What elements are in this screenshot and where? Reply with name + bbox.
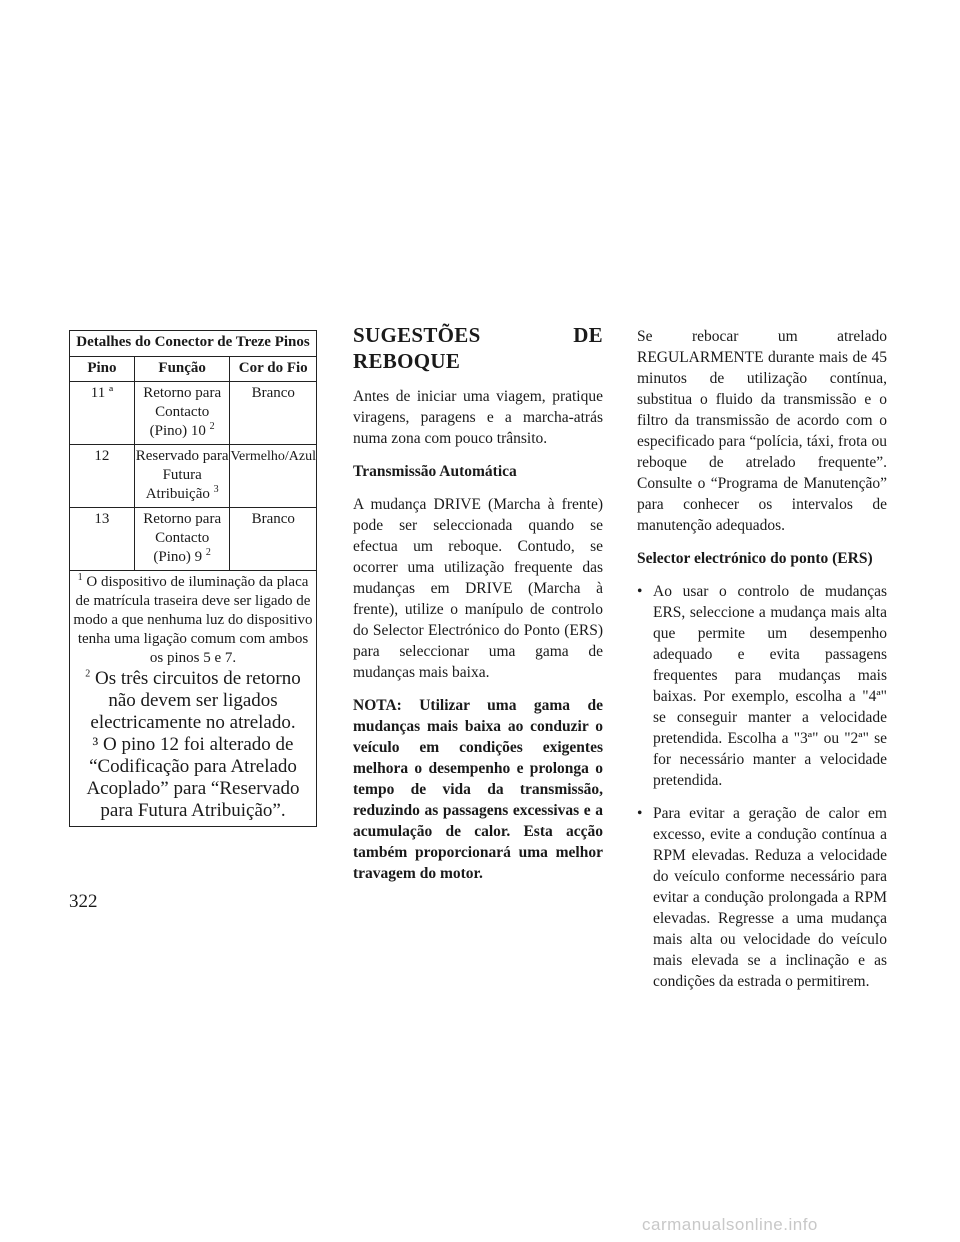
footnote-2: $^2$ Os três circuitos de retorno não devem ser ligados electricamente no atrelado. (85, 668, 301, 733)
bullet-icon: • (637, 583, 643, 600)
middle-column (353, 322, 603, 896)
footnote-1: $^1$ O dispositivo de iluminação da placa de matrícula traseira deve ser ligado de modo a que nenhuma luz do dispositivo tenha uma ligação comum com ambos os pinos 5 e 7. (73, 572, 313, 666)
cell-funcao: Retorno para Contacto (Pino) 9 $^2$ (134, 508, 230, 571)
pin-connector-table (69, 330, 317, 827)
cell-pino: 13 (70, 508, 135, 571)
bullet-list (637, 581, 887, 992)
cell-cor: Branco (230, 508, 317, 571)
intro-paragraph: Antes de iniciar uma viagem, pratique viragens, paragens e a marcha-atrás numa zona com pouco trânsito. (353, 388, 603, 447)
section-heading: SUGESTÕES DE REBOQUE (353, 323, 603, 373)
list-item: • Ao usar o controlo de mudanças ERS, seleccione a mudança mais alta que permite um desempenho adequado e evita passagens frequentes para mudanças mais baixas. Por exemplo, escolha a "4ª" se conseguir manter a velocidade pretendida. Escolha a "3ª" ou "2ª" se for necessário manter a velocidade pretendida. (637, 583, 887, 789)
cell-pino: 12 (70, 445, 135, 508)
paragraph-regular-tow-continued: Se rebocar um atrelado REGULARMENTE durante mais de 45 minutos de utilização contínua, substitua o fluido da transmissão e o filtro da transmissão de acordo com o especificado para “polícia, táxi, frota ou reboque de atrelado frequente”. Consulte o “Programa de Manutenção” para conhecer os intervalos de manutenção adequados. (637, 328, 887, 534)
list-item: • Para evitar a geração de calor em excesso, evite a condução contínua a RPM elevadas. Reduza a velocidade do veículo conforme necessário para evitar a condução prolongada a RPM elevadas. Regresse a uma mudança mais alta ou velocidade do veículo mais elevada se a inclinação e as condições da estrada o permitirem. (637, 805, 887, 990)
right-column (637, 326, 887, 1004)
cell-cor: Vermelho/Azul (230, 445, 317, 508)
header-funcao: Função (134, 357, 230, 382)
page-number: 322 (69, 891, 98, 912)
paragraph-drive: A mudança DRIVE (Marcha à frente) pode ser seleccionada quando se efectua um reboque. Contudo, se ocorrer uma utilização frequente das mudanças em DRIVE (Marcha à frente), utilize o manípulo de controlo do Selector Electrónico do Ponto (ERS) para seleccionar uma gama de mudanças mais baixa. (353, 496, 603, 681)
subheading-transmission: Transmissão Automática (353, 463, 517, 480)
table-row (70, 445, 317, 508)
bullet-icon: • (637, 805, 643, 822)
footnote-3: ³ O pino 12 foi alterado de “Codificação para Atrelado Acoplado” para “Reservado para Futura Atribuição”. (86, 734, 300, 821)
cell-pino: 11 ª (70, 382, 135, 445)
header-pino: Pino (70, 357, 135, 382)
table-row (70, 508, 317, 571)
header-cor: Cor do Fio (230, 357, 317, 382)
subheading-ers: Selector electrónico do ponto (ERS) (637, 550, 873, 567)
note-paragraph: NOTA: Utilizar uma gama de mudanças mais baixa ao conduzir o veículo em condições exigentes melhora o desempenho e prolonga o tempo de vida da transmissão, reduzindo as passagens excessivas e a acumulação de calor. Esta acção também proporcionará uma melhor travagem do motor. (353, 697, 603, 882)
table-row (70, 382, 317, 445)
cell-cor: Branco (230, 382, 317, 445)
table-title: Detalhes do Conector de Treze Pinos (70, 331, 317, 357)
cell-funcao: Retorno para Contacto (Pino) 10 $^2$ (134, 382, 230, 445)
cell-funcao: Reservado para Futura Atribuição $^3$ (134, 445, 230, 508)
watermark: carmanualsonline.info (642, 1215, 818, 1234)
table-footnotes (70, 571, 317, 827)
